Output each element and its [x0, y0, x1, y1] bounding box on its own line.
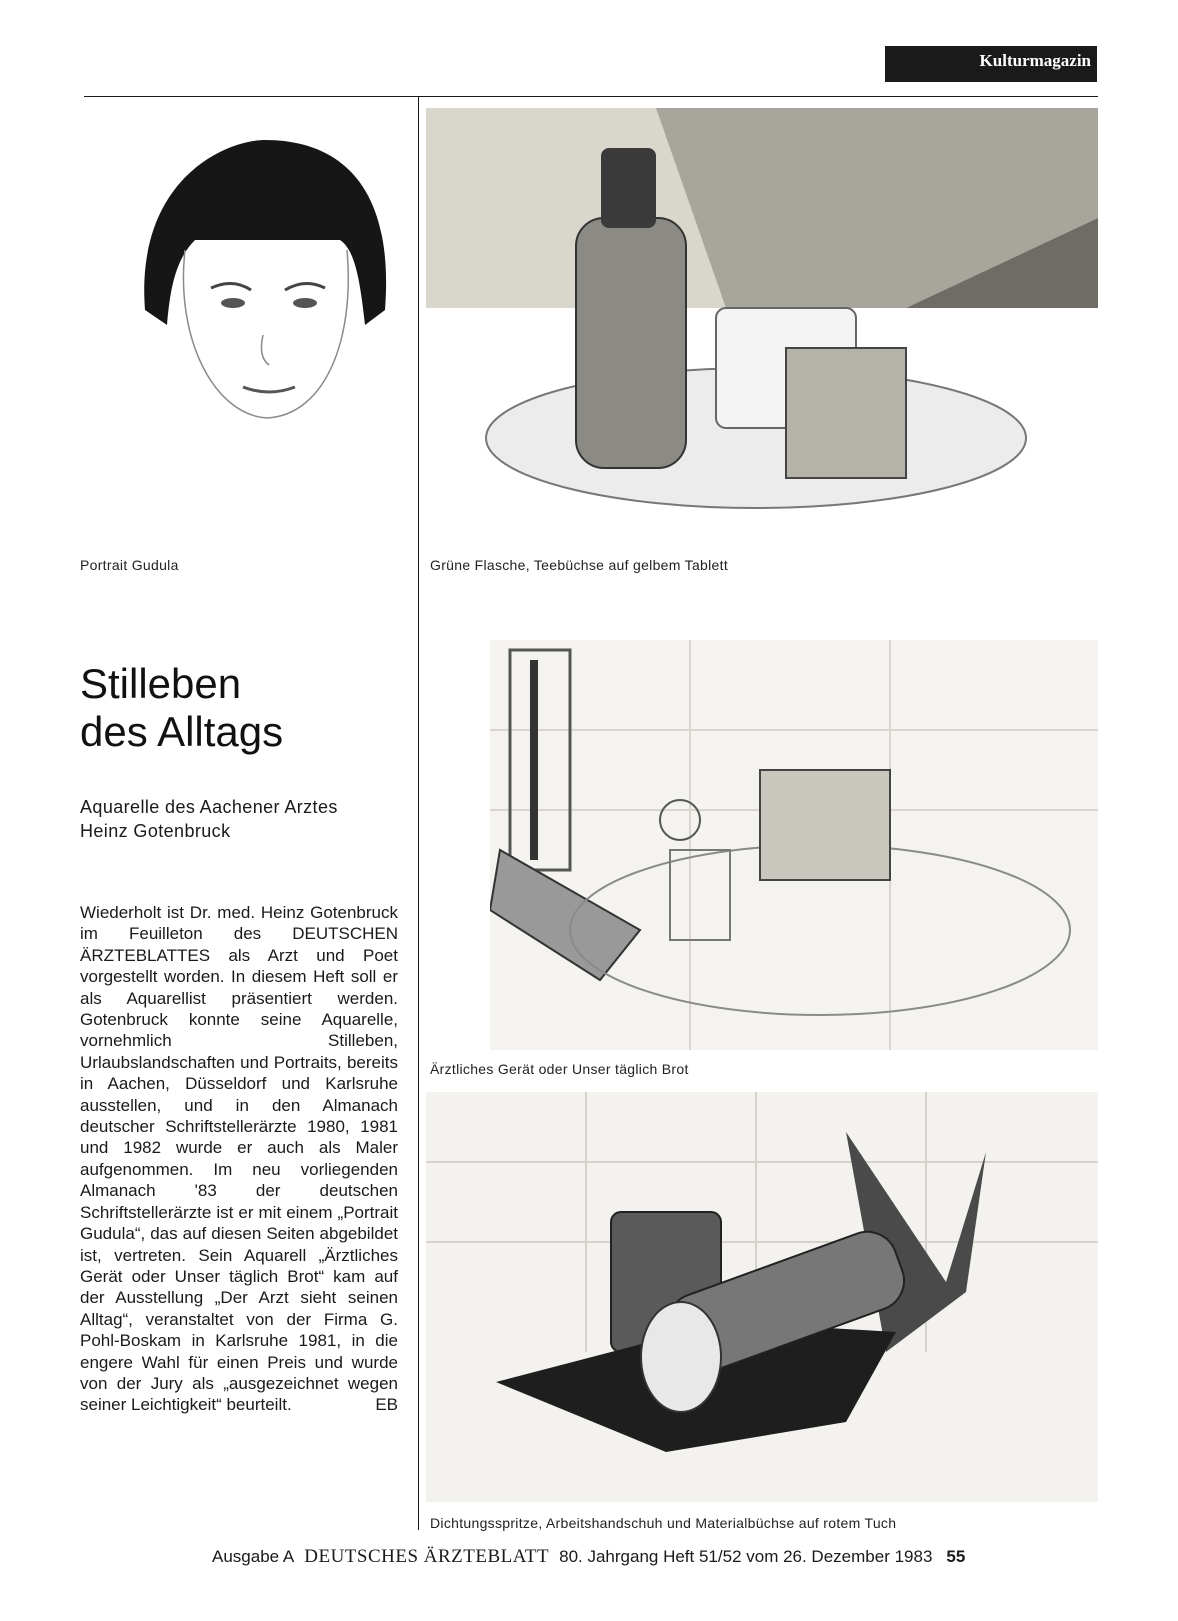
portrait-image — [135, 140, 395, 440]
painting-medical-device — [490, 640, 1098, 1050]
painting-syringe-glove — [426, 1092, 1098, 1502]
article-subtitle — [80, 795, 338, 843]
page-number: 55 — [946, 1547, 966, 1566]
portrait-caption: Portrait Gudula — [80, 557, 179, 573]
painting1-caption: Grüne Flasche, Teebüchse auf gelbem Tablett — [430, 557, 729, 573]
title-line-2: des Alltags — [80, 708, 284, 755]
author-signature: EB — [375, 1395, 398, 1415]
subtitle-line-1: Aquarelle des Aachener Arztes — [80, 797, 338, 817]
footer-edition: Ausgabe A — [212, 1547, 295, 1566]
header-rule — [84, 96, 1098, 97]
footer-journal: DEUTSCHES ÄRZTEBLATT — [304, 1546, 550, 1567]
column-rule — [418, 96, 419, 1530]
painting2-caption: Ärztliches Gerät oder Unser täglich Brot — [430, 1061, 689, 1077]
painting3-caption: Dichtungsspritze, Arbeitshandschuh und Materialbüchse auf rotem Tuch — [430, 1515, 897, 1531]
article-body: Wiederholt ist Dr. med. Heinz Gotenbruck im Feuilleton des DEUTSCHEN ÄRZTEBLATTES als Arzt und Poet vorgestellt worden. In diesem Heft soll er als Aquarellist präsentiert werden. Gotenbruck konnte seine Aquarelle, vornehmlich Stilleben, Urlaubslandschaften und Portraits, bereits in Aachen, Düsseldorf und Karlsruhe ausstellen, und in den Almanach deutscher Schriftstellerärzte 1980, 1981 und 1982 wurde er auch als Maler aufgenommen. Im neu vorliegenden Almanach '83 der deutschen Schriftstellerärzte ist er mit einem „Portrait Gudula“, das auf diesen Seiten abgebildet ist, vertreten. Sein Aquarell „Ärztliches Gerät oder Unser täglich Brot“ kam auf der Ausstellung „Der Arzt sieht seinen Alltag“, veranstaltet von der Firma G. Pohl-Boskam in Karlsruhe 1981, in die engere Wahl für einen Preis und wurde von der Jury als „ausgezeichnet wegen seiner Leichtigkeit“ beurteilt. — [80, 903, 398, 1415]
article-body-block — [80, 902, 398, 1416]
title-line-1: Stilleben — [80, 660, 242, 707]
footer-issue: 80. Jahrgang Heft 51/52 vom 26. Dezember 1983 — [559, 1547, 933, 1566]
article-title — [80, 660, 283, 756]
subtitle-line-2: Heinz Gotenbruck — [80, 821, 231, 841]
painting-bottle-teabox — [426, 108, 1098, 543]
page-footer — [212, 1546, 965, 1568]
section-label: Kulturmagazin — [885, 46, 1097, 82]
